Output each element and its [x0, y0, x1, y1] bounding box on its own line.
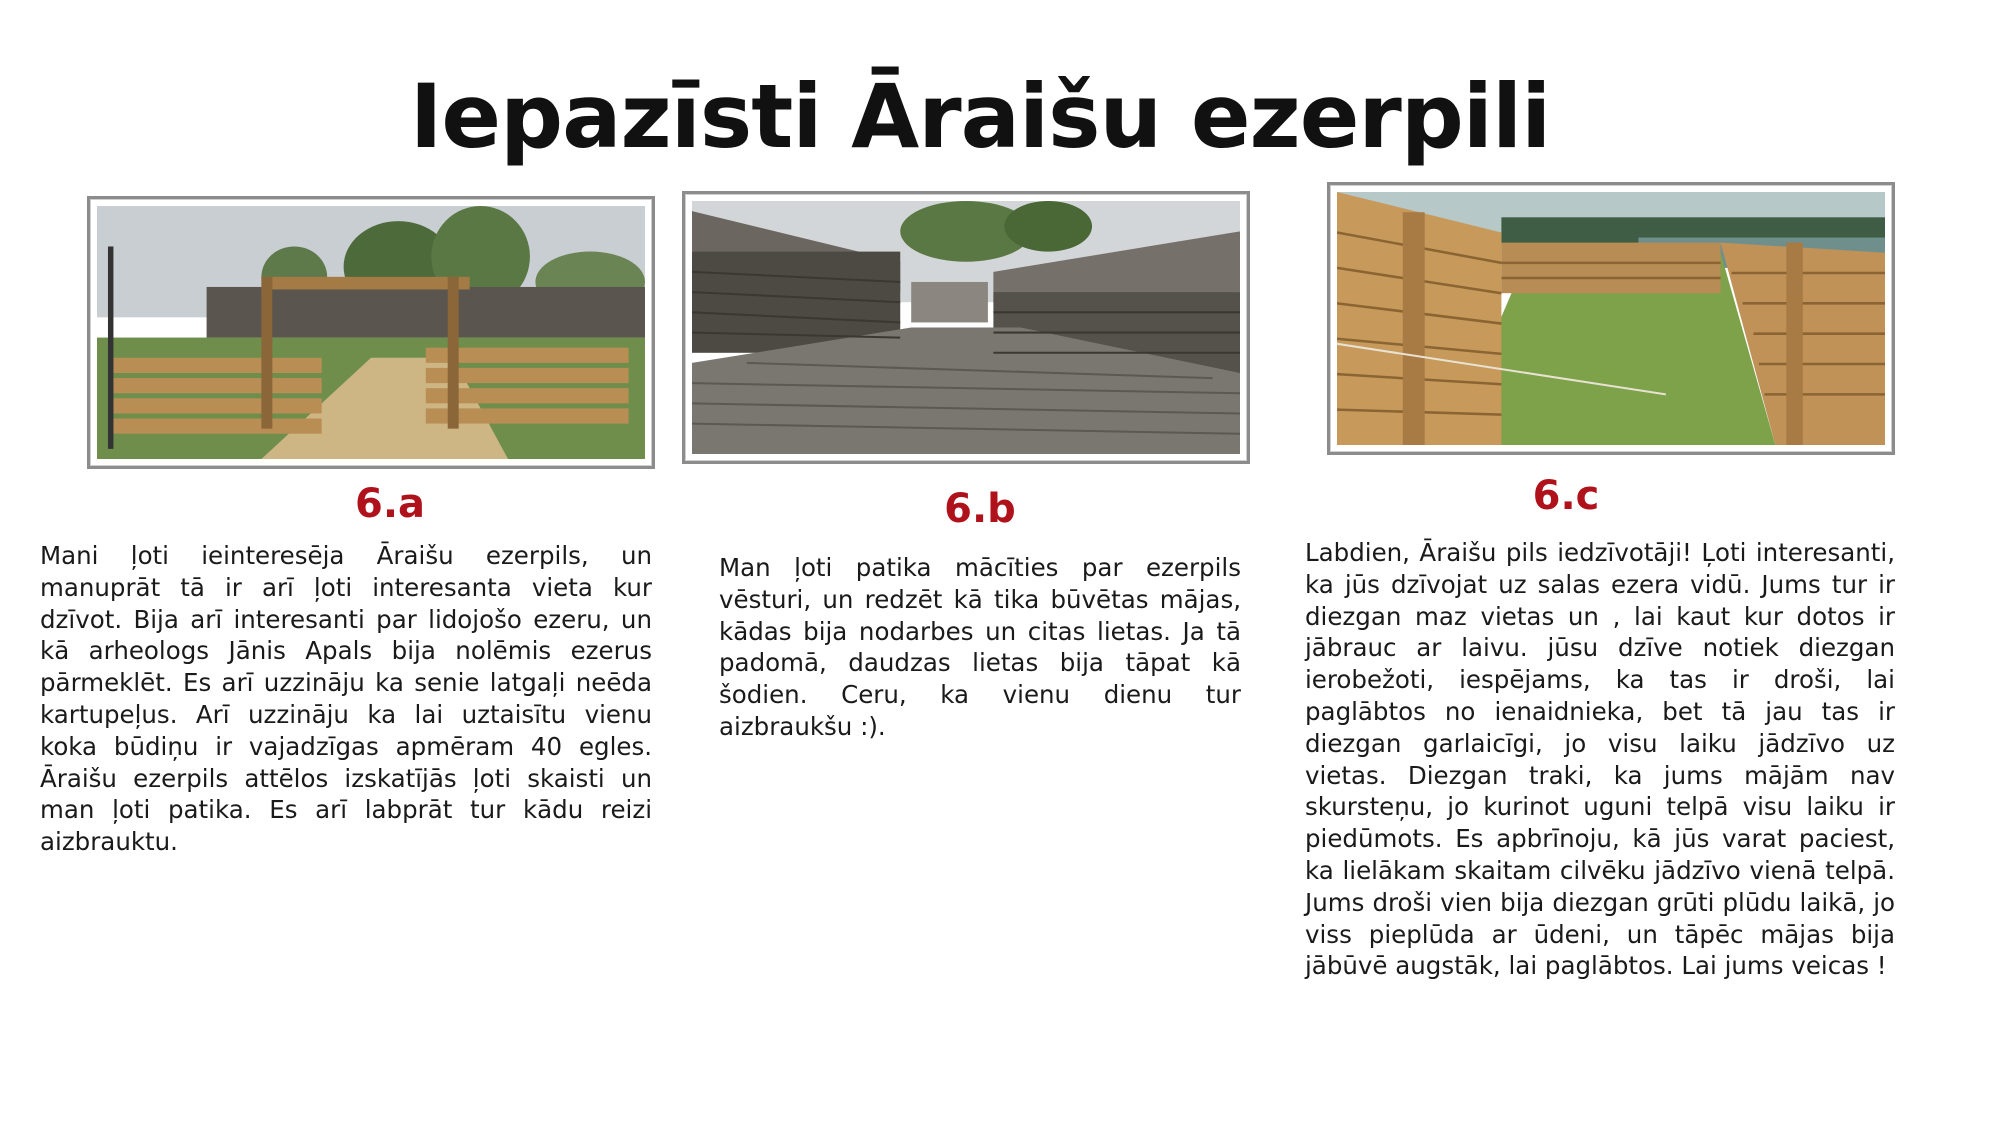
wooden-fence-enclosure-icon — [97, 206, 645, 459]
photo-6a — [87, 196, 655, 469]
caption-6b: 6.b — [944, 486, 1016, 532]
slide-title: Iepazīsti Āraišu ezerpili — [409, 65, 1551, 168]
text-6b: Man ļoti patika mācīties par ezerpils vēsturi, un redzēt kā tika būvētas mājas, kādas bija nodarbes un citas lietas. Ja tā padomā, daudzas lietas bija tāpat kā šodien. Ceru, ka vienu dienu tur aizbraukšu :). — [719, 553, 1241, 741]
text-6a: Mani ļoti ieinteresēja Āraišu ezerpils, un manuprāt tā ir arī ļoti interesanta vieta kur dzīvot. Bija arī interesanti par lidojošo ezeru, un kā arheologs Jānis Apals bija nolēmis ezerus pārmeklēt. Es arī uzzināju ka senie latgaļi neēda kartupeļus. Arī uzzināju ka lai uztaisītu vienu koka būdiņu ir vajadzīgas apmēram 40 egles. Āraišu ezerpils attēlos izskatījās ļoti skaisti un man ļoti patika. Es arī labprāt tur kādu reizi aizbrauktu. — [40, 541, 652, 857]
photo-6b — [682, 191, 1250, 464]
log-houses-street-icon — [692, 201, 1240, 454]
caption-6a: 6.a — [354, 481, 426, 527]
log-wall-pen-icon — [1337, 192, 1885, 445]
photo-6c — [1327, 182, 1895, 455]
text-6c: Labdien, Āraišu pils iedzīvotāji! Ļoti interesanti, ka jūs dzīvojat uz salas ezera vidū. Jums tur ir diezgan maz vietas un , lai kaut kur dotos ir jābrauc ar laivu. jūsu dzīve notiek diezgan ierobežoti, iespējams, ka tas ir droši, lai paglābtos no ienaidnieka, bet tā jau tas ir diezgan garlaicīgi, jo visu laiku jādzīvo uz vietas. Diezgan traki, ka jums mājām nav skursteņu, jo kurinot uguni telpā visu laiku ir piedūmots. Es apbrīnoju, kā jūs varat paciest, ka lielākam skaitam cilvēku jādzīvo vienā telpā. Jums droši vien bija diezgan grūti plūdu laikā, jo viss pieplūda ar ūdeni, un tāpēc mājas bija jābūvē augstāk, lai paglābtos. Lai jums veicas ! — [1305, 538, 1895, 981]
caption-6c: 6.c — [1532, 473, 1600, 519]
